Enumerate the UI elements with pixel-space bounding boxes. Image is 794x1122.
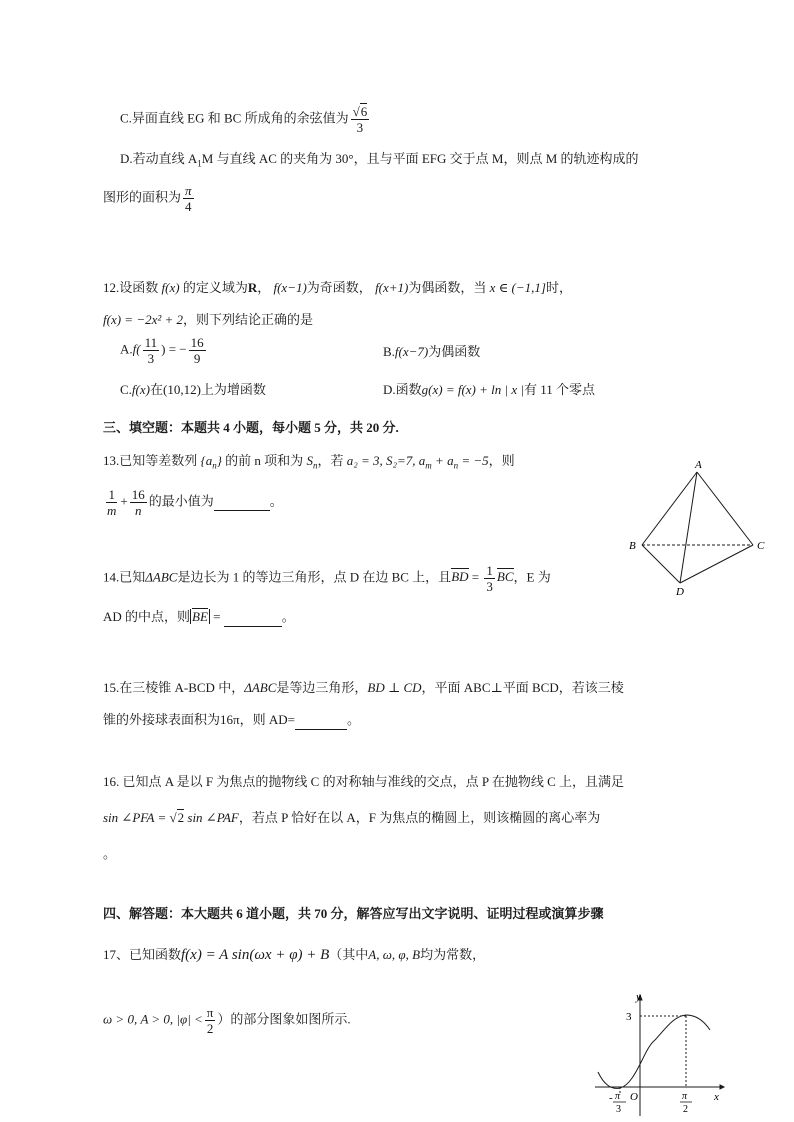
q13-frac2: $\frac{16}{n}$ (131, 487, 145, 518)
label-y: y (636, 991, 641, 1003)
edge-bd (642, 545, 680, 583)
q12-option-b: B.f(x−7)为偶函数 (383, 344, 481, 359)
q11-option-d-fraction: $\frac{\pi}{4}$ (185, 183, 192, 214)
x-axis-arrow (720, 1085, 724, 1089)
label-three: 3 (626, 1011, 632, 1023)
edge-cd (680, 545, 753, 583)
label-pi-left: π (615, 1091, 621, 1102)
label-pi-right: π (682, 1091, 688, 1102)
label-origin: O (630, 1091, 638, 1103)
q13-frac1: $\frac{1}{m}$ (107, 487, 117, 518)
label-c: C (757, 540, 765, 552)
q17-line2: ω > 0, A > 0, |φ| < $\frac{\pi}{2}$ ）的部分图象如图所示. (103, 1005, 351, 1036)
q14-frac: $\frac{1}{3}$ (486, 563, 493, 594)
q12-stem-line1: 12.设函数 f(x) 的定义域为R， f(x−1)为奇函数， f(x+1)为偶函数，当 x ∈ (−1,1]时， (103, 280, 572, 295)
q13-answer-blank[interactable] (214, 492, 270, 511)
tetrahedron-figure (625, 455, 775, 600)
q12-option-a: A.f( $\frac{11}{3}$ ) = − $\frac{16}{9}$ (120, 335, 204, 366)
q12-option-c: C.f(x)在(10,12)上为增函数 (120, 382, 266, 397)
q15-line1: 15.在三棱锥 A-BCD 中，ΔABC是等边三角形，BD ⊥ CD，平面 ABC⊥平面 BCD，若该三棱 (103, 680, 624, 695)
q17-line1: 17、已知函数f(x) = A sin(ωx + φ) + B（其中A, ω, φ, B均为常数， (103, 947, 486, 963)
q11-option-d-line2: 图形的面积为 $\frac{\pi}{4}$ (103, 183, 192, 214)
sine-curve (598, 1015, 710, 1088)
q15-line2: 锥的外接球表面积为16π，则 AD= 。 (103, 711, 360, 730)
section4-title: 四、解答题：本大题共 6 道小题，共 70 分，解答应写出文字说明、证明过程或演算步骤 (103, 906, 604, 921)
q12-option-d: D.函数g(x) = f(x) + ln | x |有 11 个零点 (383, 382, 595, 397)
section3-title: 三、填空题：本题共 4 小题，每小题 5 分，共 20 分. (103, 420, 399, 435)
label-d: D (676, 586, 684, 598)
q14-line2: AD 的中点，则 BE = 。 (103, 608, 295, 627)
q14-answer-blank[interactable] (224, 608, 282, 627)
edge-ad (680, 472, 697, 583)
q16-line2: sin ∠PFA = √2 sin ∠PAF，若点 P 恰好在以 A，F 为焦点的椭圆上，则该椭圆的离心率为 (103, 810, 601, 825)
q11-option-c-fraction: $\frac{√6}{3}$ (352, 104, 368, 135)
q12-option-a-frac2: $\frac{16}{9}$ (190, 335, 204, 366)
q11-option-c-text: C.异面直线 EG 和 BC 所成角的余弦值为 (120, 110, 349, 126)
q11-option-d-line1: D.若动直线 $A_1M$ 与直线 AC 的夹角为 30°，且与平面 EFG 交于点 M，则点 M 的轨迹构成的 (120, 151, 639, 169)
q13-line1: 13.已知等差数列 $\{a_n\}$ 的前 n 项和为 $S_n$，若 a₂ = 3, S₂=7, $a_m + a_n = -5$，则 (103, 453, 515, 471)
q12-option-a-frac1: $\frac{11}{3}$ (144, 335, 158, 366)
q17-frac: $\frac{\pi}{2}$ (206, 1005, 214, 1036)
q11-option-c (120, 104, 371, 135)
q12-stem-line2: f(x) = −2x² + 2，则下列结论正确的是 (103, 312, 314, 327)
label-two-den: 2 (683, 1104, 688, 1115)
edge-ac (697, 472, 753, 545)
q16-line3: 。 (103, 846, 117, 861)
q15-answer-blank[interactable] (295, 711, 347, 730)
label-a: A (695, 459, 702, 471)
label-three-den: 3 (616, 1104, 621, 1115)
label-x: x (714, 1091, 719, 1103)
label-b: B (629, 540, 636, 552)
q13-line2: $\frac{1}{m}$ + $\frac{16}{n}$ 的最小值为 。 (107, 487, 283, 518)
edge-ab (642, 472, 697, 545)
label-neg: - (609, 1092, 613, 1104)
q16-line1: 16. 已知点 A 是以 F 为焦点的抛物线 C 的对称轴与准线的交点，点 P 在抛物线 C 上，且满足 (103, 774, 624, 789)
sine-graph-figure (590, 988, 730, 1118)
q14-line1: 14.已知ΔABC是边长为 1 的等边三角形，点 D 在边 BC 上，且BD = $\frac{1}{3}$ BC，E 为 (103, 563, 551, 594)
